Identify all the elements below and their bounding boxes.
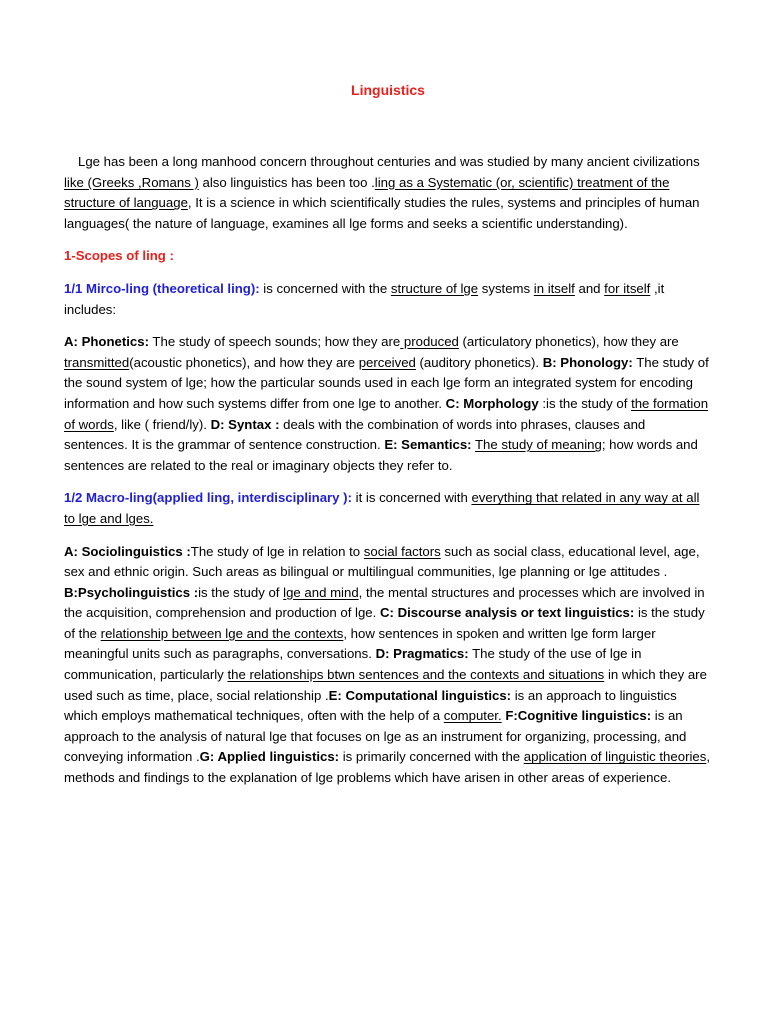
sociolinguistics-label: A: Sociolinguistics : <box>64 543 191 559</box>
macro-underline: everything that related in any way at all to lge and lges. <box>64 490 700 526</box>
morphology-label: C: Morphology <box>445 395 539 411</box>
phonetics-label: A: Phonetics: <box>64 334 149 350</box>
item-text: (articulatory phonetics), how they are <box>458 334 679 350</box>
item-underline: transmitted <box>64 354 130 370</box>
micro-underline: for itself <box>604 280 651 296</box>
item-underline: the relationships btwn sentences and the contexts and situations <box>227 667 605 683</box>
macro-ling-heading: 1/2 Macro-ling(applied ling, interdisciplinary ): <box>64 490 352 506</box>
micro-ling-paragraph <box>64 279 712 320</box>
micro-underline: structure of lge <box>390 280 479 296</box>
intro-underline-greeks: like (Greeks ,Romans ) <box>64 174 199 190</box>
micro-ling-items-paragraph <box>64 332 712 476</box>
micro-text: systems <box>478 280 534 296</box>
cognitive-linguistics-label: F:Cognitive linguistics: <box>505 708 652 724</box>
item-underline: social factors <box>363 543 441 559</box>
pragmatics-label: D: Pragmatics: <box>375 646 469 662</box>
page-title: Linguistics <box>351 82 425 98</box>
item-text: , the mental structures and processes which are involved in the acquisition, comprehension and production of lge. <box>64 584 705 621</box>
item-text: such as social class, educational level, age, sex and ethnic origin. Such areas as bilingual or multilingual communities, lge planning or lge attitudes . <box>64 543 700 580</box>
micro-ling-heading: 1/1 Mirco-ling (theoretical ling): <box>64 280 260 296</box>
item-underline: relationship between lge and the contexts <box>100 625 344 641</box>
item-underline: The study of meaning <box>474 437 602 453</box>
item-text: (auditory phonetics). <box>415 354 543 370</box>
item-underline: produced <box>400 334 459 350</box>
item-text: is the study of the <box>64 605 705 641</box>
item-text: , like ( friend/ly). <box>113 416 211 432</box>
phonology-label: B: Phonology: <box>542 354 633 370</box>
item-underline: lge and mind <box>283 584 359 600</box>
item-underline: perceived <box>358 354 416 370</box>
intro-underline-systematic: ling as a Systematic (or, scientific) treatment of the structure of language <box>64 174 670 211</box>
item-text: The study of the use of lge in communication, particularly <box>64 646 642 683</box>
item-text: in which they are used such as time, place, social relationship . <box>64 667 707 703</box>
item-underline: the formation of words <box>64 395 709 432</box>
semantics-label: E: Semantics: <box>384 437 472 453</box>
micro-text: ,it includes: <box>64 280 665 317</box>
discourse-analysis-label: C: Discourse analysis or text linguistics: <box>379 605 635 621</box>
scopes-heading: 1-Scopes of ling : <box>64 248 174 264</box>
psycholinguistics-label: B:Psycholinguistics : <box>64 584 199 600</box>
item-text: The study of the sound system of lge; how the particular sounds used in each lge form an integrated system for encoding information and how such systems differ from one lge to another. <box>64 354 709 411</box>
item-text: is an approach to linguistics which employs mathematical techniques, often with the help of a <box>64 687 677 724</box>
macro-ling-paragraph <box>64 488 712 529</box>
intro-text: also linguistics has been too . <box>198 174 375 190</box>
item-text: is primarily concerned with the <box>339 749 524 765</box>
item-underline: application of linguistic theories <box>523 749 707 765</box>
item-text: , how sentences in spoken and written lge form larger meaningful units such as paragraphs, conversations. <box>64 625 656 662</box>
intro-text: , It is a science in which scientifically studies the rules, systems and principles of human languages( the nature of language, examines all lge forms and seeks a scientific understanding). <box>64 195 700 231</box>
item-text: is an approach to the analysis of natural lge that focuses on lge as an instrument for organizing, processing, and conveying information . <box>64 708 687 765</box>
item-underline: computer. <box>443 708 502 724</box>
item-text: deals with the combination of words into phrases, clauses and sentences. It is the grammar of sentence construction. <box>64 416 646 453</box>
item-text: :is the study of <box>538 395 632 411</box>
item-text: (acoustic phonetics), and how they are <box>129 354 359 370</box>
applied-linguistics-label: G: Applied linguistics: <box>199 749 340 765</box>
micro-text: and <box>574 280 605 296</box>
item-text: , methods and findings to the explanation of lge problems which have arisen in other areas of experience. <box>64 749 710 786</box>
item-text: is the study of <box>198 584 284 600</box>
intro-text: Lge has been a long manhood concern throughout centuries and was studied by many ancient civilizations <box>78 154 700 169</box>
macro-text: it is concerned with <box>351 490 472 506</box>
syntax-label: D: Syntax : <box>210 416 280 432</box>
macro-ling-items-paragraph <box>64 542 712 789</box>
item-text: The study of speech sounds; how they are <box>149 334 401 350</box>
micro-underline: in itself <box>533 280 575 296</box>
intro-paragraph <box>64 152 712 234</box>
micro-text: is concerned with the <box>259 280 391 296</box>
computational-linguistics-label: E: Computational linguistics: <box>328 687 512 703</box>
item-text: The study of lge in relation to <box>190 543 364 559</box>
item-text: ; how words and sentences are related to the real or imaginary objects they refer to. <box>64 437 698 473</box>
